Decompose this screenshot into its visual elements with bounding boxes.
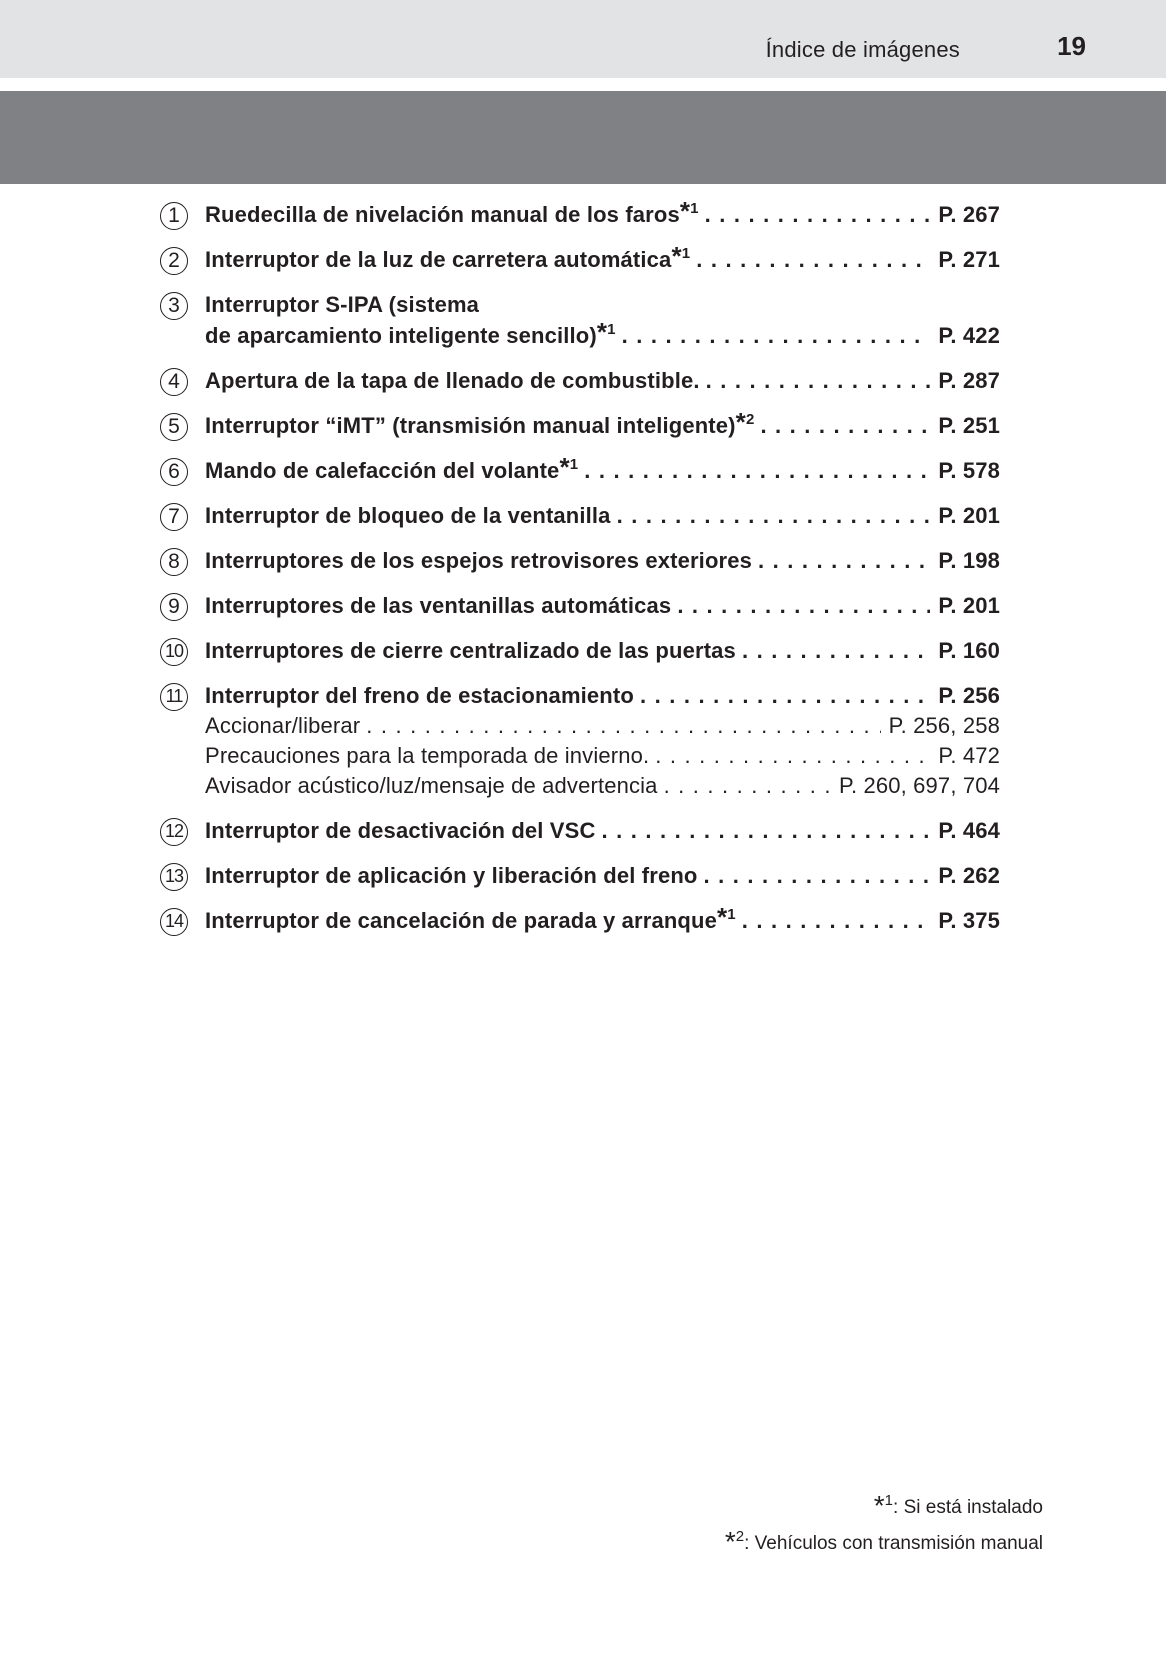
entry-label: [205, 407, 755, 441]
entry-label-text: de aparcamiento inteligente sencillo): [205, 323, 597, 348]
page-reference: P. 256, 258: [888, 713, 1000, 738]
asterisk-mark: *: [671, 241, 682, 271]
entry-label: [205, 545, 752, 576]
entry-label-text: Mando de calefacción del volante: [205, 458, 560, 483]
page-reference: P. 578: [938, 458, 1000, 483]
entry-label: [205, 815, 596, 846]
list-item: [160, 407, 1000, 441]
footnote-number: 1: [569, 456, 579, 473]
entry-line: [205, 590, 1000, 621]
dot-leader: [640, 680, 930, 711]
circled-number: 1: [160, 202, 188, 230]
page-reference: P. 201: [938, 503, 1000, 528]
dot-leader: [655, 740, 930, 771]
entry-label: [205, 860, 698, 891]
footnote-reference: [679, 196, 699, 226]
entry-label-text: Interruptor de aplicación y liberación del freno: [205, 863, 698, 888]
entry-label-text: Apertura de la tapa de llenado de combustible.: [205, 368, 700, 393]
entry-label-text: Interruptor de cancelación de parada y arranque: [205, 908, 717, 933]
page-reference: P. 256: [938, 683, 1000, 708]
page-number: 19: [1057, 31, 1086, 61]
list-item: [160, 241, 1000, 275]
dot-leader: [705, 199, 931, 230]
footnote-text: : Si está instalado: [893, 1497, 1043, 1518]
entry-line: [205, 452, 1000, 486]
entry-line: [205, 635, 1000, 666]
page-reference: P. 271: [938, 247, 1000, 272]
entry-line: [205, 902, 1000, 936]
list-item: [160, 902, 1000, 936]
page-reference: P. 260, 697, 704: [838, 773, 1000, 798]
circled-number: 3: [160, 292, 188, 320]
footnote-reference: [735, 407, 755, 437]
asterisk-mark: *: [735, 407, 746, 437]
page-reference: P. 375: [938, 908, 1000, 933]
entry-label: [205, 590, 671, 621]
dot-leader: [758, 545, 930, 576]
dot-leader: [742, 635, 930, 666]
dot-leader: [696, 244, 930, 275]
circled-number: 13: [160, 863, 188, 891]
circled-number: 9: [160, 593, 188, 621]
dot-leader: [622, 320, 931, 351]
dot-leader: [742, 905, 931, 936]
entry-label-text: Interruptores de los espejos retrovisores exteriores: [205, 548, 753, 573]
footnote-text: : Vehículos con transmisión manual: [744, 1533, 1043, 1554]
asterisk-mark: *: [596, 317, 608, 347]
footnote-reference: [717, 902, 736, 932]
entry-line: [205, 815, 1000, 846]
circled-number: 4: [160, 368, 188, 396]
list-item: [160, 196, 1000, 230]
entry-label-text: Precauciones para la temporada de invierno.: [205, 743, 650, 768]
footnotes: [725, 1486, 1043, 1558]
entry-label-text: Accionar/liberar: [205, 713, 361, 738]
list-item: [160, 590, 1000, 621]
entry-line: [205, 500, 1000, 531]
list-item: [160, 815, 1000, 846]
entry-label-text: Interruptores de las ventanillas automáticas: [205, 593, 672, 618]
dot-leader: [617, 500, 931, 531]
dot-leader: [677, 590, 930, 621]
entry-label-text: Interruptores de cierre centralizado de las puertas: [205, 638, 736, 663]
entry-label: [205, 902, 736, 936]
entry-line: [205, 407, 1000, 441]
entry-label-text: Interruptor de desactivación del VSC: [205, 818, 596, 843]
entry-line: [205, 317, 1000, 351]
list-item: [160, 860, 1000, 891]
entry-label: [205, 196, 699, 230]
entry-label: [205, 500, 611, 531]
entry-label-text: Interruptor de bloqueo de la ventanilla: [205, 503, 611, 528]
header-band: [0, 0, 1166, 78]
entry-line: [205, 545, 1000, 576]
footnote-number: 1: [690, 200, 699, 217]
footnote-reference: [671, 241, 691, 271]
circled-number: 11: [160, 683, 188, 711]
entry-line: [205, 289, 1000, 320]
entry-label-text: Avisador acústico/luz/mensaje de advertencia: [205, 773, 658, 798]
footnote-line: [725, 1522, 1043, 1558]
list-item: [160, 680, 1000, 801]
page-reference: P. 262: [938, 863, 1000, 888]
asterisk-mark: *: [717, 902, 728, 932]
circled-number: 12: [160, 818, 188, 846]
entry-label: [205, 241, 691, 275]
circled-number: 5: [160, 413, 188, 441]
dot-leader: [706, 365, 931, 396]
circled-number: 14: [160, 908, 188, 936]
entry-label: [205, 770, 658, 801]
dot-leader: [704, 860, 931, 891]
page-reference: P. 267: [938, 202, 1000, 227]
dot-leader: [366, 710, 880, 741]
list-item: [160, 452, 1000, 486]
asterisk-mark: *: [679, 196, 691, 226]
entry-line: [205, 241, 1000, 275]
list-item: [160, 365, 1000, 396]
entry-line: [205, 680, 1000, 711]
list-item: [160, 635, 1000, 666]
footnote-line: [725, 1486, 1043, 1522]
page-reference: P. 464: [938, 818, 1000, 843]
asterisk-mark: *: [873, 1490, 885, 1521]
entry-label: [205, 635, 736, 666]
subentry-line: [205, 740, 1000, 771]
footnote-number: 1: [681, 245, 691, 262]
page-reference: P. 287: [938, 368, 1000, 393]
footnote-reference: [559, 452, 579, 482]
entry-label-text: Interruptor de la luz de carretera automática: [205, 247, 672, 272]
footnote-number: 1: [727, 906, 736, 923]
footnote-number: 2: [745, 411, 755, 428]
dot-leader: [760, 410, 930, 441]
list-item: [160, 545, 1000, 576]
entry-label-text: Interruptor “iMT” (transmisión manual inteligente): [205, 413, 736, 438]
entry-label: [205, 710, 360, 741]
subentry-line: [205, 710, 1000, 741]
footnote-number: 1: [607, 321, 616, 338]
page-reference: P. 160: [938, 638, 1000, 663]
dot-leader: [602, 815, 931, 846]
entry-label: [205, 365, 700, 396]
footnote-reference: [596, 317, 616, 347]
asterisk-mark: *: [559, 452, 570, 482]
entry-label-text: Interruptor S-IPA (sistema: [205, 292, 480, 317]
dot-leader: [584, 455, 930, 486]
footnote-number: 1: [884, 1492, 894, 1509]
entry-label: [205, 452, 579, 486]
list-item: [160, 289, 1000, 351]
entry-label: [205, 740, 649, 771]
footnote-number: 2: [735, 1528, 745, 1545]
page-reference: P. 472: [938, 743, 1000, 768]
circled-number: 10: [160, 638, 188, 666]
index-entries-list: [160, 196, 1000, 950]
entry-line: [205, 365, 1000, 396]
circled-number: 8: [160, 548, 188, 576]
entry-label-text: Ruedecilla de nivelación manual de los faros: [205, 202, 680, 227]
list-item: [160, 500, 1000, 531]
asterisk-mark: *: [724, 1526, 736, 1557]
page-reference: P. 251: [938, 413, 1000, 438]
entry-line: [205, 196, 1000, 230]
entry-line: [205, 860, 1000, 891]
entry-label-text: Interruptor del freno de estacionamiento: [205, 683, 634, 708]
entry-label: [205, 680, 634, 711]
dot-leader: [664, 770, 831, 801]
entry-label: [205, 317, 616, 351]
circled-number: 7: [160, 503, 188, 531]
page-reference: P. 198: [938, 548, 1000, 573]
subentry-line: [205, 770, 1000, 801]
circled-number: 6: [160, 458, 188, 486]
header-dark-band: [0, 91, 1166, 184]
section-title: Índice de imágenes: [765, 37, 960, 62]
page-reference: P. 201: [938, 593, 1000, 618]
page-reference: P. 422: [938, 323, 1000, 348]
circled-number: 2: [160, 247, 188, 275]
